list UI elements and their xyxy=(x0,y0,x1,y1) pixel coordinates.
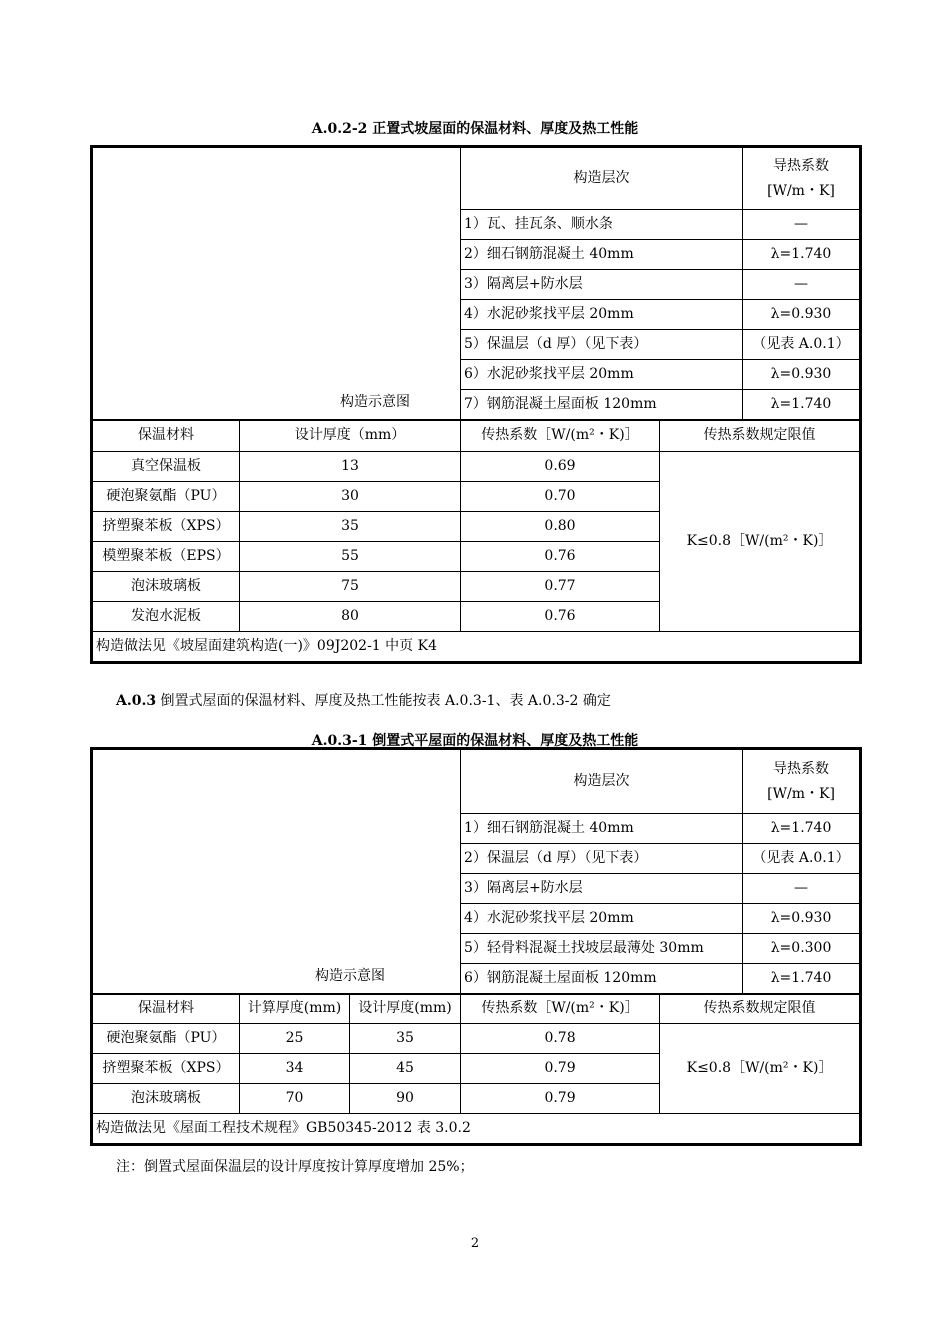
row-k: 0.76 xyxy=(461,602,660,632)
row-design: 90 xyxy=(350,1084,461,1114)
row-k: 0.79 xyxy=(461,1084,660,1114)
row-material: 泡沫玻璃板 xyxy=(93,1084,240,1114)
header-conductivity xyxy=(743,750,860,814)
row-k: 0.80 xyxy=(461,512,660,542)
col-material: 保温材料 xyxy=(93,994,240,1024)
layer-value: λ=0.930 xyxy=(743,300,860,330)
row-design: 55 xyxy=(240,542,461,572)
note-text: 注：倒置式屋面保温层的设计厚度按计算厚度增加 25%； xyxy=(116,1159,474,1175)
row-material: 挤塑聚苯板（XPS） xyxy=(93,512,240,542)
diagram-label: 构造示意图 xyxy=(340,393,410,410)
layer-label: 4）水泥砂浆找平层 20mm xyxy=(461,904,743,934)
row-material: 挤塑聚苯板（XPS） xyxy=(93,1054,240,1084)
row-k: 0.77 xyxy=(461,572,660,602)
layer-label: 5）保温层（d 厚）（见下表） xyxy=(461,330,743,360)
row-design: 35 xyxy=(240,512,461,542)
layer-label: 2）细石钢筋混凝土 40mm xyxy=(461,240,743,270)
row-k: 0.76 xyxy=(461,542,660,572)
diagram-cell xyxy=(93,750,461,994)
header-conductivity-unit: [W/m・K] xyxy=(767,182,835,199)
layer-value: λ=1.740 xyxy=(743,390,860,420)
row-calc: 70 xyxy=(240,1084,350,1114)
row-material: 发泡水泥板 xyxy=(93,602,240,632)
col-material: 保温材料 xyxy=(93,420,240,452)
col-limit: 传热系数规定限值 xyxy=(660,994,860,1024)
header-layers: 构造层次 xyxy=(461,750,743,814)
layer-value: λ=1.740 xyxy=(743,240,860,270)
row-material: 真空保温板 xyxy=(93,452,240,482)
layer-label: 1）细石钢筋混凝土 40mm xyxy=(461,814,743,844)
page-number: 2 xyxy=(470,1236,480,1251)
layer-value: （见表 A.0.1） xyxy=(743,844,860,874)
col-design: 设计厚度(mm) xyxy=(350,994,461,1024)
row-calc: 25 xyxy=(240,1024,350,1054)
layer-label: 7）钢筋混凝土屋面板 120mm xyxy=(461,390,743,420)
row-material: 硬泡聚氨酯（PU） xyxy=(93,482,240,512)
header-conductivity-title: 导热系数 xyxy=(773,157,829,174)
limit-value: K≤0.8［W/(m²・K)］ xyxy=(660,1024,860,1114)
header-conductivity-unit: [W/m・K] xyxy=(767,785,835,802)
row-material: 硬泡聚氨酯（PU） xyxy=(93,1024,240,1054)
diagram-cell xyxy=(93,148,461,420)
layer-value: λ=1.740 xyxy=(743,814,860,844)
col-k: 传热系数［W/(m²・K)］ xyxy=(461,994,660,1024)
layer-label: 1）瓦、挂瓦条、顺水条 xyxy=(461,210,743,240)
layer-label: 6）水泥砂浆找平层 20mm xyxy=(461,360,743,390)
row-design: 45 xyxy=(350,1054,461,1084)
layer-label: 6）钢筋混凝土屋面板 120mm xyxy=(461,964,743,994)
row-design: 35 xyxy=(350,1024,461,1054)
header-conductivity-title: 导热系数 xyxy=(773,760,830,777)
layer-value: — xyxy=(743,210,860,240)
section-text: 倒置式屋面的保温材料、厚度及热工性能按表 A.0.3-1、表 A.0.3-2 确定 xyxy=(156,693,611,709)
layer-value: — xyxy=(743,874,860,904)
row-calc: 34 xyxy=(240,1054,350,1084)
row-k: 0.69 xyxy=(461,452,660,482)
layer-value: （见表 A.0.1） xyxy=(743,330,860,360)
row-k: 0.70 xyxy=(461,482,660,512)
row-design: 80 xyxy=(240,602,461,632)
table2-footer: 构造做法见《屋面工程技术规程》GB50345-2012 表 3.0.2 xyxy=(93,1114,860,1144)
row-design: 75 xyxy=(240,572,461,602)
layer-label: 3）隔离层+防水层 xyxy=(461,270,743,300)
row-material: 泡沫玻璃板 xyxy=(93,572,240,602)
section-paragraph xyxy=(116,690,611,710)
layer-label: 5）轻骨料混凝土找坡层最薄处 30mm xyxy=(461,934,743,964)
col-limit: 传热系数规定限值 xyxy=(660,420,860,452)
table1-caption: A.0.2-2 正置式坡屋面的保温材料、厚度及热工性能 xyxy=(311,121,639,137)
row-design: 30 xyxy=(240,482,461,512)
table2-caption: A.0.3-1 倒置式平屋面的保温材料、厚度及热工性能 xyxy=(311,733,639,749)
layer-label: 4）水泥砂浆找平层 20mm xyxy=(461,300,743,330)
table2 xyxy=(92,749,860,1144)
col-k: 传热系数［W/(m²・K)］ xyxy=(461,420,660,452)
col-calc: 计算厚度(mm) xyxy=(240,994,350,1024)
layer-value: λ=0.930 xyxy=(743,904,860,934)
row-design: 13 xyxy=(240,452,461,482)
row-k: 0.79 xyxy=(461,1054,660,1084)
layer-value: λ=0.300 xyxy=(743,934,860,964)
col-design: 设计厚度（mm） xyxy=(240,420,461,452)
limit-value: K≤0.8［W/(m²・K)］ xyxy=(660,452,860,632)
layer-label: 3）隔离层+防水层 xyxy=(461,874,743,904)
table1-footer: 构造做法见《坡屋面建筑构造(一)》09J202-1 中页 K4 xyxy=(93,632,860,662)
diagram-label: 构造示意图 xyxy=(315,967,386,984)
layer-label: 2）保温层（d 厚）（见下表） xyxy=(461,844,743,874)
layer-value: — xyxy=(743,270,860,300)
header-layers: 构造层次 xyxy=(461,148,743,210)
header-conductivity xyxy=(743,148,860,210)
section-number: A.0.3 xyxy=(116,693,157,709)
layer-value: λ=1.740 xyxy=(743,964,860,994)
layer-value: λ=0.930 xyxy=(743,360,860,390)
row-material: 模塑聚苯板（EPS） xyxy=(93,542,240,572)
table1 xyxy=(92,147,860,662)
row-k: 0.78 xyxy=(461,1024,660,1054)
